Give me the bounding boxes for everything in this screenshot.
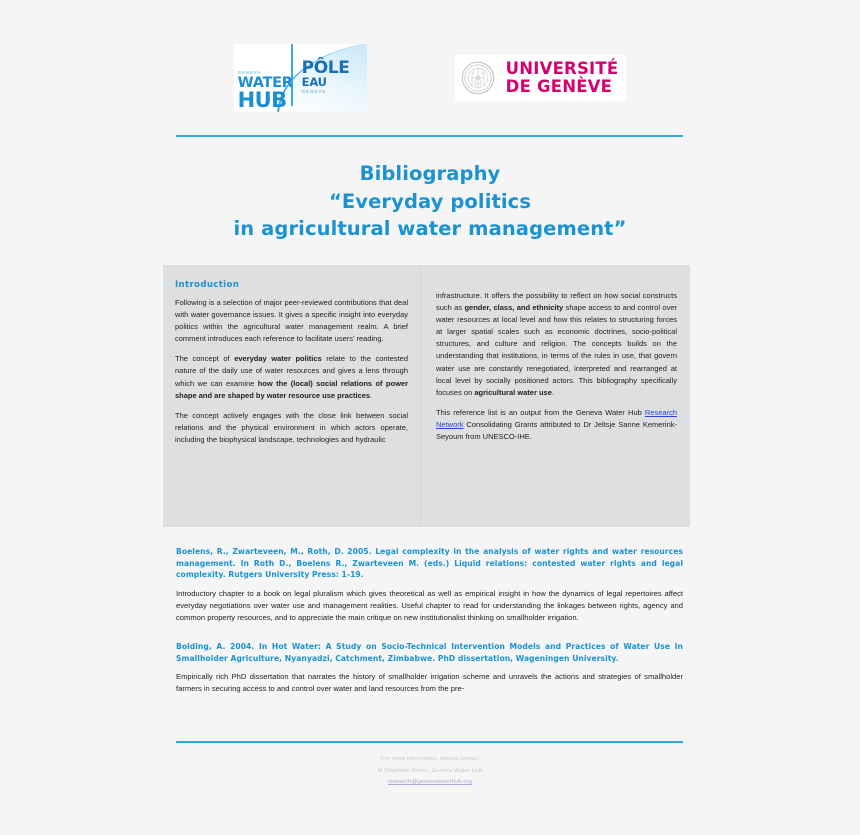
intro-paragraph-3: The concept actively engages with the close link between social relations and the physical environment in which actors operate, including the biophysical landscape, technologies and hydraulic (175, 410, 408, 444)
entry-reference: Bolding, A. 2004. In Hot Water: A Study on Socio-Technical Intervention Models and Practices of Water Use In Smallholder Agriculture, Nyanyadzi, Catchment, Zimbabwe. PhD dissertation, Wageningen University. (176, 642, 683, 663)
emphasis: how the (local) social relations of power shape and are shaped by water resource use practices (175, 378, 408, 400)
unige-seal-icon (461, 61, 495, 95)
pole-eau-sub-label: GENEVE (301, 89, 327, 94)
emphasis: gender, class, and ethnicity (464, 303, 564, 313)
footer (0, 754, 860, 789)
footer-contact-line: For more information, please contact (380, 756, 479, 762)
intro-paragraph-4: infrastructure. It offers the possibility to reflect on how social constructs such as gender, class, and ethnicity shape access to and control over water resources at local level and how this relates to structuring forces at larger spatial scales such as economic doctrines, socio-political structures, and culture and religion. The concepts builds on the understanding that institutions, in terms of the rules in use, that govern water use are constantly renegotiated, interpreted and rearranged at local level by socially positioned actors. This bibliography specifically focuses on agricultural water use. (436, 291, 677, 397)
unige-line-1: UNIVERSITÉ (505, 59, 619, 78)
gwh-hub-label: HUB (237, 88, 287, 112)
gwh-geneva-label: GENEVA (237, 70, 262, 75)
title-line-2: “Everyday politics (328, 189, 532, 213)
eau-label: EAU (301, 75, 327, 89)
unige-logo (455, 55, 627, 101)
emphasis: everyday water politics (234, 354, 322, 364)
footer-email-link[interactable]: research@genevawaterhub.org (388, 779, 472, 786)
pole-eau-wordmark (302, 60, 350, 95)
pole-label: PÔLE (301, 58, 350, 78)
title-line-1: Bibliography (359, 162, 501, 185)
emphasis: agricultural water use (474, 387, 552, 397)
title-line-3: in agricultural water management” (233, 217, 627, 240)
geneva-water-hub-wordmark (238, 70, 300, 110)
entry-annotation: Introductory chapter to a book on legal pluralism which gives theoretical as well as empirical insight in how the dynamics of legal repertoires affect everyday negotiations over water use and management realities. Useful chapter to read for understanding the linkages between rights, agency and common property resources, and to appreciate the main critique on new institutionalist thinking on smallholder irrigation. (176, 588, 683, 622)
intro-paragraph-1: Following is a selection of major peer-reviewed contributions that deal with water governance issues. It gives a specific insight into everyday politics within the agricultural water management realm. A brief comment introduces each reference to facilitate users’ reading. (175, 298, 408, 344)
research-network-link[interactable]: Research Network (436, 407, 677, 429)
introduction-column-right (420, 265, 690, 527)
introduction-heading: Introduction (175, 280, 240, 290)
gwh-water-label: WATER (237, 75, 293, 91)
bibliography-entries (176, 546, 683, 712)
footer-divider (176, 741, 683, 743)
unige-wordmark (506, 60, 619, 96)
footer-person-line: M Stéphane Kluser, Geneva Water Hub (377, 767, 483, 774)
introduction-column-left (163, 265, 420, 527)
bibliography-entry (176, 546, 683, 624)
page-title (0, 160, 860, 243)
logo-bar (0, 42, 860, 114)
geneva-water-hub-logo (234, 44, 367, 112)
entry-reference: Boelens, R., Zwarteveen, M., Roth, D. 2005. Legal complexity in the analysis of water rights and water resources management. In Roth D., Boelens R., Zwarteveen M. (eds.) Liquid relations: contested water rights and legal complexity. Rutgers University Press: 1-19. (176, 547, 683, 580)
footer-email-link-wrap (0, 777, 860, 789)
unige-line-2: DE GENÈVE (505, 77, 613, 96)
header-divider (176, 135, 683, 137)
intro-paragraph-5: This reference list is an output from the Geneva Water Hub Research Network Consolidating Grants attributed to Dr Jeltsje Sanne Kemerink-Seyoum from UNESCO-IHE. (436, 407, 677, 442)
bibliography-entry (176, 641, 683, 695)
intro-paragraph-2: The concept of everyday water politics relate to the contested nature of the daily use of water resources and gives a lens through which we can examine how the (local) social relations of power shape and are shaped by water resource use practices. (175, 354, 408, 400)
entry-annotation: Empirically rich PhD dissertation that narrates the history of smallholder irrigation scheme and unravels the actions and strategies of smallholder farmers in securing access to and control over water and land resources from the pre- (176, 672, 683, 694)
introduction-panel (163, 265, 690, 527)
